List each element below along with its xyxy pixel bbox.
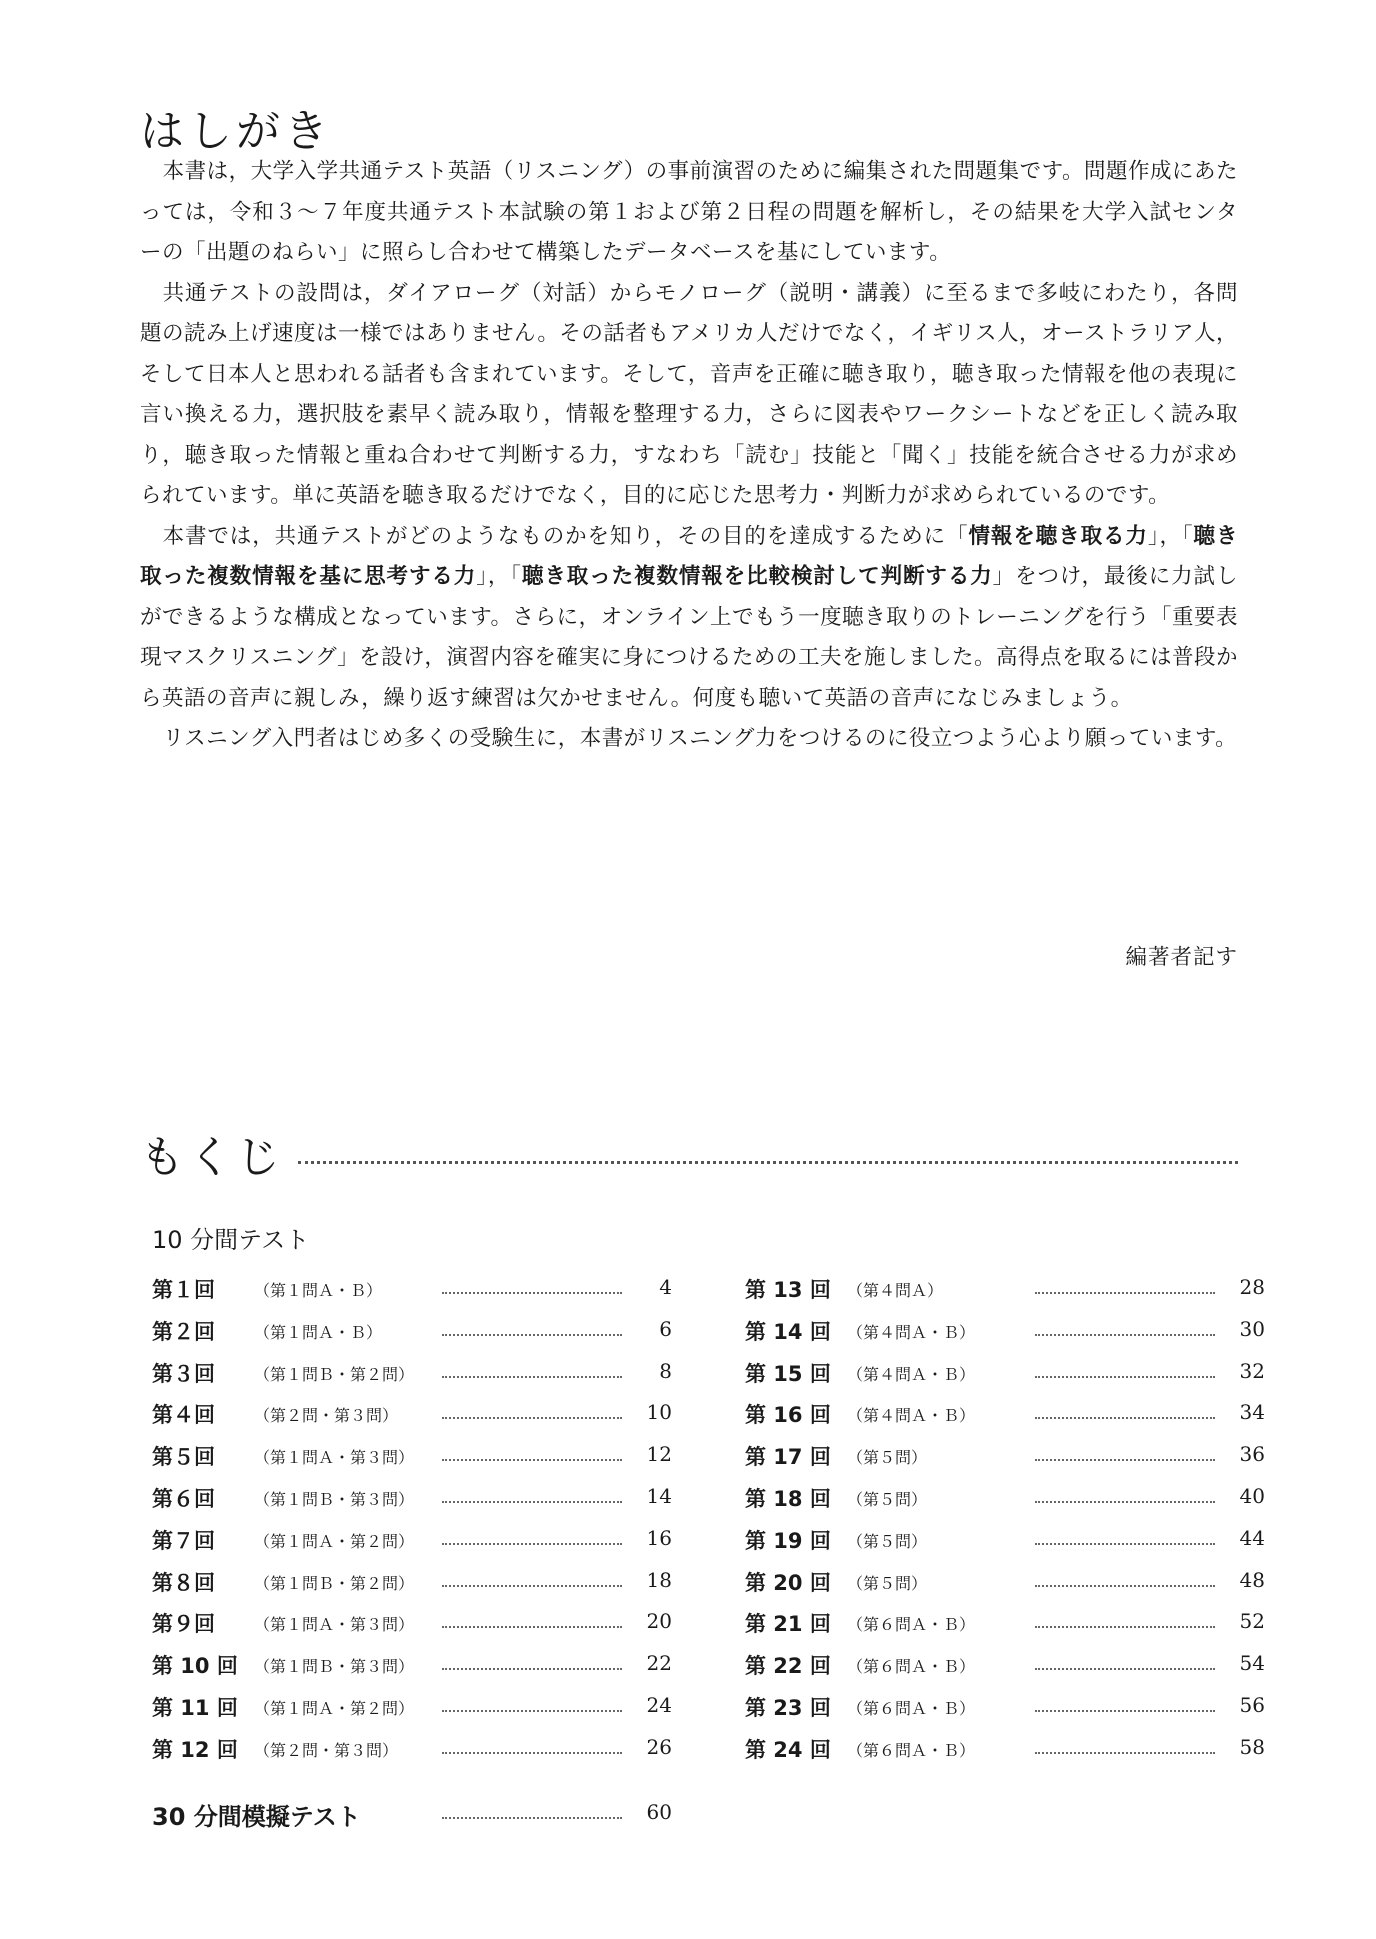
paragraph-text: 本書では，共通テストがどのようなものかを知り，その目的を達成するために「 <box>162 523 969 549</box>
toc-entry-scope: （第４問Ａ・Ｂ） <box>847 1322 976 1342</box>
toc-entry-label: 第 12 回 <box>152 1737 238 1762</box>
toc-entry-label: 第 17 回 <box>745 1445 831 1470</box>
toc-entry-scope: （第４問Ａ・Ｂ） <box>847 1364 976 1384</box>
toc-leader <box>1035 1626 1215 1628</box>
section-title-10min: 10 分間テスト <box>152 1226 310 1254</box>
toc-entry-label: 第８回 <box>152 1570 215 1595</box>
preface-paragraph-2: 共通テストの設問は，ダイアローグ（対話）からモノローグ（説明・講義）に至るまで多岐にわたり，各問題の読み上げ速度は一様ではありません。その話者もアメリカ人だけでなく，イギリス人，オーストラリア人，そして日本人と思われる話者も含まれています。そして，音声を正確に聴き取り，聴き取った情報を他の表現に言い換える力，選択肢を素早く読み取り，情報を整理する力，さらに図表やワークシートなどを正しく読み取り，聴き取った情報と重ね合わせて判断する力，すなわち「読む」技能と「聞く」技能を統合させる力が求められています。単に英語を聴き取るだけでなく，目的に応じた思考力・判断力が求められているのです。 <box>140 280 1238 508</box>
toc-entry-scope: （第４問Ａ・Ｂ） <box>847 1406 976 1426</box>
toc-entry[interactable] <box>745 1563 1265 1605</box>
toc-entry-scope: （第１問Ａ・第２問） <box>254 1531 415 1551</box>
toc-page-number: 58 <box>1239 1734 1265 1759</box>
mock-test-label: 30 分間模擬テスト <box>152 1803 361 1831</box>
toc-entry[interactable] <box>745 1604 1265 1646</box>
toc-entry[interactable] <box>152 1395 672 1437</box>
toc-entry-label: 第３回 <box>152 1361 215 1386</box>
toc-entry-label: 第 23 回 <box>745 1695 831 1720</box>
toc-entry-label: 第 11 回 <box>152 1695 238 1720</box>
toc-leader <box>1035 1501 1215 1503</box>
toc-leader <box>1035 1292 1215 1294</box>
toc-entry-label: 第５回 <box>152 1445 215 1470</box>
toc-leader <box>1035 1668 1215 1670</box>
toc-entry-scope: （第６問Ａ・Ｂ） <box>847 1698 976 1718</box>
toc-page-number: 12 <box>646 1442 672 1467</box>
toc-entry[interactable] <box>152 1521 672 1563</box>
toc-entry-scope: （第１問Ｂ・第２問） <box>254 1364 415 1384</box>
toc-leader <box>1035 1543 1215 1545</box>
preface-title: はしがき <box>140 106 332 157</box>
toc-leader <box>1035 1376 1215 1378</box>
toc-entry-label: 第６回 <box>152 1486 215 1511</box>
toc-entry[interactable] <box>745 1312 1265 1354</box>
toc-entry[interactable] <box>152 1604 672 1646</box>
toc-entry[interactable] <box>745 1479 1265 1521</box>
toc-entry[interactable] <box>152 1437 672 1479</box>
toc-entry-label: 第１回 <box>152 1278 215 1302</box>
toc-entry-scope: （第４問Ａ） <box>847 1281 944 1300</box>
toc-page-number: 40 <box>1239 1483 1265 1508</box>
emphasis-thinking-skill: 聴き取った複数情報を基に思考する力 <box>140 523 1238 589</box>
toc-page-number: 60 <box>646 1800 672 1824</box>
toc-entry-label: 第７回 <box>152 1528 215 1553</box>
toc-title: もくじ <box>140 1132 284 1183</box>
toc-leader <box>442 1817 622 1819</box>
toc-leader <box>442 1585 622 1587</box>
toc-column-left <box>152 1270 672 1772</box>
toc-entry[interactable] <box>152 1563 672 1605</box>
toc-entry[interactable] <box>152 1270 672 1312</box>
toc-entry[interactable] <box>152 1646 672 1688</box>
toc-leader <box>1035 1710 1215 1712</box>
toc-entry-label: 第 13 回 <box>745 1278 831 1302</box>
toc-entry-scope: （第６問Ａ・Ｂ） <box>847 1740 976 1760</box>
toc-page-number: 14 <box>646 1483 672 1508</box>
preface-paragraph-1: 本書は，大学入学共通テスト英語（リスニング）の事前演習のために編集された問題集です。問題作成にあたっては，令和３～７年度共通テスト本試験の第１および第２日程の問題を解析し，その結果を大学入試センターの「出題のねらい」に照らし合わせて構築したデータベースを基にしています。 <box>140 159 1238 265</box>
toc-leader <box>442 1292 622 1294</box>
toc-entry-scope: （第５問） <box>847 1573 928 1593</box>
emphasis-judging-skill: 聴き取った複数情報を比較検討して判断する力 <box>521 564 993 589</box>
toc-column-right <box>745 1270 1265 1772</box>
toc-entry-scope: （第２問・第３問） <box>254 1740 399 1760</box>
toc-leader <box>442 1626 622 1628</box>
toc-leader <box>1035 1585 1215 1587</box>
toc-page-number: 8 <box>659 1358 672 1383</box>
toc-entry-label: 第４回 <box>152 1403 215 1428</box>
toc-leader <box>1035 1417 1215 1419</box>
toc-entry-label: 第 15 回 <box>745 1361 831 1386</box>
toc-entry-scope: （第１問Ａ・Ｂ） <box>254 1322 383 1342</box>
toc-entry-label: 第２回 <box>152 1319 215 1344</box>
toc-leader <box>442 1376 622 1378</box>
toc-page-number: 48 <box>1239 1567 1265 1592</box>
toc-leader <box>442 1710 622 1712</box>
toc-entry-scope: （第５問） <box>847 1531 928 1551</box>
toc-page-number: 6 <box>659 1316 672 1341</box>
preface-paragraph-3 <box>140 517 1238 720</box>
toc-page-number: 16 <box>646 1525 672 1550</box>
toc-entry-label: 第 14 回 <box>745 1319 831 1344</box>
toc-entry[interactable] <box>152 1312 672 1354</box>
toc-page-number: 44 <box>1239 1525 1265 1550</box>
toc-entry-scope: （第５問） <box>847 1489 928 1509</box>
toc-entry[interactable] <box>745 1270 1265 1312</box>
toc-leader <box>442 1334 622 1336</box>
toc-leader <box>442 1459 622 1461</box>
toc-page-number: 26 <box>646 1734 672 1759</box>
toc-page-number: 32 <box>1239 1358 1265 1383</box>
toc-entry-label: 第９回 <box>152 1612 215 1637</box>
toc-entry-label: 第 24 回 <box>745 1737 831 1762</box>
emphasis-listening-skill: 情報を聴き取る力 <box>968 523 1148 549</box>
toc-page-number: 4 <box>659 1275 672 1299</box>
toc-entry[interactable] <box>745 1437 1265 1479</box>
toc-leader <box>442 1501 622 1503</box>
paragraph-text: 」，「 <box>476 564 522 589</box>
toc-entry-scope: （第２問・第３問） <box>254 1406 399 1426</box>
toc-leader <box>442 1668 622 1670</box>
toc-entry[interactable] <box>745 1730 1265 1772</box>
toc-entry-scope: （第１問Ａ・第３問） <box>254 1448 415 1468</box>
toc-page-number: 22 <box>646 1651 672 1676</box>
toc-entry-scope: （第６問Ａ・Ｂ） <box>847 1657 976 1677</box>
toc-entry[interactable] <box>745 1521 1265 1563</box>
toc-page-number: 56 <box>1239 1692 1265 1717</box>
toc-entry-scope: （第５問） <box>847 1448 928 1468</box>
toc-entry-scope: （第１問Ａ・第３問） <box>254 1615 415 1635</box>
toc-entry[interactable] <box>745 1646 1265 1688</box>
toc-page-number: 34 <box>1239 1400 1265 1425</box>
signature: 編著者記す <box>1125 945 1238 970</box>
toc-title-leader <box>298 1161 1238 1164</box>
toc-entry-label: 第 19 回 <box>745 1528 831 1553</box>
toc-page-number: 52 <box>1239 1609 1265 1634</box>
toc-entry[interactable] <box>745 1395 1265 1437</box>
toc-entry[interactable] <box>152 1730 672 1772</box>
paragraph-text: 」をつけ，最後に力試しができるような構成となっています。さらに，オンライン上でもう一度聴き取りのトレーニングを行う「重要表現マスクリスニング」を設け，演習内容を確実に身につけるための工夫を施しました。高得点を取るには普段から英語の音声に親しみ，繰り返す練習は欠かせません。何度も聴いて英語の音声になじみましょう。 <box>140 564 1238 711</box>
toc-leader <box>1035 1334 1215 1336</box>
toc-entry-label: 第 16 回 <box>745 1403 831 1428</box>
toc-entry-scope: （第１問Ｂ・第３問） <box>254 1489 415 1509</box>
toc-page-number: 30 <box>1239 1316 1265 1341</box>
toc-entry[interactable] <box>152 1479 672 1521</box>
toc-entry[interactable] <box>152 1688 672 1730</box>
toc-page-number: 10 <box>646 1400 672 1425</box>
toc-entry-label: 第 21 回 <box>745 1612 831 1637</box>
toc-leader <box>442 1417 622 1419</box>
toc-header <box>140 1125 1238 1181</box>
toc-entry-scope: （第６問Ａ・Ｂ） <box>847 1615 976 1635</box>
toc-entry[interactable] <box>745 1688 1265 1730</box>
toc-leader <box>442 1543 622 1545</box>
paragraph-text: 」，「 <box>1147 523 1194 549</box>
toc-entry-label: 第 18 回 <box>745 1486 831 1511</box>
toc-leader <box>1035 1752 1215 1754</box>
toc-entry[interactable] <box>152 1354 672 1396</box>
toc-entry-label: 第 10 回 <box>152 1654 238 1679</box>
toc-page-number: 28 <box>1239 1275 1265 1299</box>
toc-entry-label: 第 22 回 <box>745 1654 831 1679</box>
toc-entry-scope: （第１問Ａ・第２問） <box>254 1698 415 1718</box>
toc-page-number: 54 <box>1239 1651 1265 1676</box>
toc-entry-mock-test[interactable] <box>152 1795 672 1839</box>
preface-paragraph-4: リスニング入門者はじめ多くの受験生に，本書がリスニング力をつけるのに役立つよう心より願っています。 <box>162 726 1238 751</box>
toc-leader <box>442 1752 622 1754</box>
preface-body <box>140 152 1238 760</box>
toc-page-number: 20 <box>646 1609 672 1634</box>
toc-entry[interactable] <box>745 1354 1265 1396</box>
toc-entry-scope: （第１問Ａ・Ｂ） <box>254 1281 383 1300</box>
toc-page-number: 18 <box>646 1567 672 1592</box>
toc-page-number: 36 <box>1239 1442 1265 1467</box>
toc-leader <box>1035 1459 1215 1461</box>
toc-page-number: 24 <box>646 1692 672 1717</box>
toc-entry-label: 第 20 回 <box>745 1570 831 1595</box>
toc-entry-scope: （第１問Ｂ・第３問） <box>254 1657 415 1677</box>
toc-entry-scope: （第１問Ｂ・第２問） <box>254 1573 415 1593</box>
